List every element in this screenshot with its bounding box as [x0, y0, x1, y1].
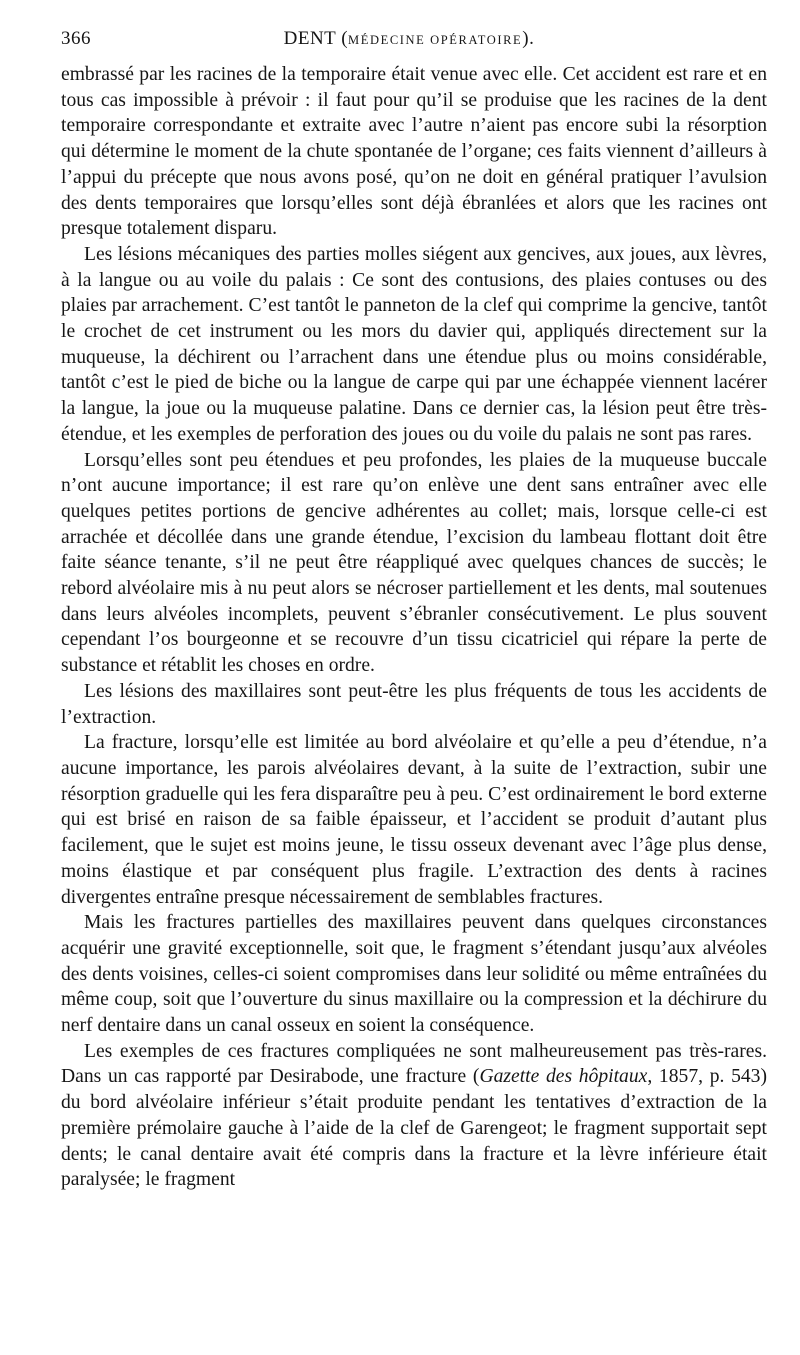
- text-after-citation: , 1857, p. 543) du bord alvéolaire inférieur s’était produite pendant les tentatives d’extraction de la première prémolaire gauche à l’aide de la clef de Garengeot; le fragment supportait sept dents; le canal dentaire avait été compris dans la fracture et la lèvre inférieure était paralysée; le fragment: [61, 1066, 767, 1191]
- page-number: 366: [61, 28, 91, 49]
- title-open: (: [335, 28, 349, 49]
- paragraph-continuation: embrassé par les racines de la temporaire était venue avec elle. Cet accident est rare et en tous cas impossible à prévoir : il faut pour qu’il se produise que les racines de la dent temporaire correspondante et extraite avec l’autre n’aient pas encore subi la résorption qui détermine le moment de la chute spontanée de l’organe; ces faits viennent d’ailleurs à l’appui du précepte que nous avons posé, qu’on ne doit en général pratiquer l’avulsion des dents temporaires que lorsqu’elles sont déjà ébranlées et alors que les racines ont presque totalement disparu.: [61, 64, 767, 240]
- citation-journal: Gazette des hôpitaux: [479, 1066, 648, 1088]
- title-main: DENT: [283, 28, 336, 49]
- title-close: ).: [522, 28, 535, 49]
- paragraph-maxillary-lesions: Les lésions des maxillaires sont peut-être les plus fréquents de tous les accidents de l’extraction.: [61, 680, 767, 728]
- paragraph-complicated-fractures: [61, 1039, 767, 1193]
- running-title: [121, 28, 767, 50]
- paragraph-partial-fractures: Mais les fractures partielles des maxillaires peuvent dans quelques circonstances acquérir une gravité exceptionnelle, soit que, le fragment s’étendant jusqu’aux alvéoles des dents voisines, celles-ci soient compromises dans leur solidité ou même entraînées du même coup, soit que l’ouverture du sinus maxillaire ou la compression et la déchirure du nerf dentaire dans un canal osseux en soient la conséquence.: [61, 912, 767, 1037]
- paragraph-mucosa-wounds: Lorsqu’elles sont peu étendues et peu profondes, les plaies de la muqueuse buccale n’ont aucune importance; il est rare qu’on enlève une dent sans entraîner avec elle quelques petites portions de gencive adhérentes au collet; mais, lorsque celle-ci est arrachée et décollée dans une grande étendue, l’excision du lambeau flottant doit être faite séance tenante, s’il ne peut être réappliqué avec quelques chances de succès; le rebord alvéolaire mis à nu peut alors se nécroser partiellement et les dents, mal soutenues dans leurs alvéoles incomplets, peuvent s’ébranler consécutivement. Le plus souvent cependant l’os bourgeonne et se recouvre d’un tissu cicatriciel qui répare la perte de substance et rétablit les choses en ordre.: [61, 449, 767, 677]
- paragraph-soft-tissue-lesions: Les lésions mécaniques des parties molles siégent aux gencives, aux joues, aux lèvres, à la langue ou au voile du palais : Ce sont des contusions, des plaies contuses ou des plaies par arrachement. C’est tantôt le panneton de la clef qui comprime la gencive, tantôt le crochet de cet instrument ou les mors du davier qui, appliqués directement sur la muqueuse, la déchirent ou l’arrachent dans une étendue plus ou moins considérable, tantôt c’est le pied de biche ou la langue de carpe qui par une échappée viennent lacérer la langue, la joue ou la muqueuse palatine. Dans ce dernier cas, la lésion peut être très-étendue, et les exemples de perforation des joues ou du voile du palais ne sont pas rares.: [61, 243, 767, 445]
- body-text: [61, 62, 767, 1193]
- paragraph-fracture: La fracture, lorsqu’elle est limitée au bord alvéolaire et qu’elle a peu d’étendue, n’a aucune importance, les parois alvéolaires devant, à la suite de l’extraction, subir une résorption graduelle qui les fera disparaître peu à peu. C’est ordinairement le bord externe qui est brisé en raison de sa faible épaisseur, et l’accident se produit d’autant plus facilement, que le sujet est moins jeune, le tissu osseux devenant avec l’âge plus dense, moins élastique et par conséquent plus fragile. L’extraction des dents à racines divergentes entraîne presque nécessairement de semblables fractures.: [61, 732, 767, 908]
- page: [61, 28, 767, 1193]
- text-before-citation: Les exemples de ces fractures compliquées ne sont malheureusement pas très-rares. Dans un cas rapporté par Desirabode, une fracture (: [61, 1040, 767, 1088]
- running-header: [61, 28, 767, 62]
- title-subtitle: MÉDECINE OPÉRATOIRE: [348, 33, 523, 47]
